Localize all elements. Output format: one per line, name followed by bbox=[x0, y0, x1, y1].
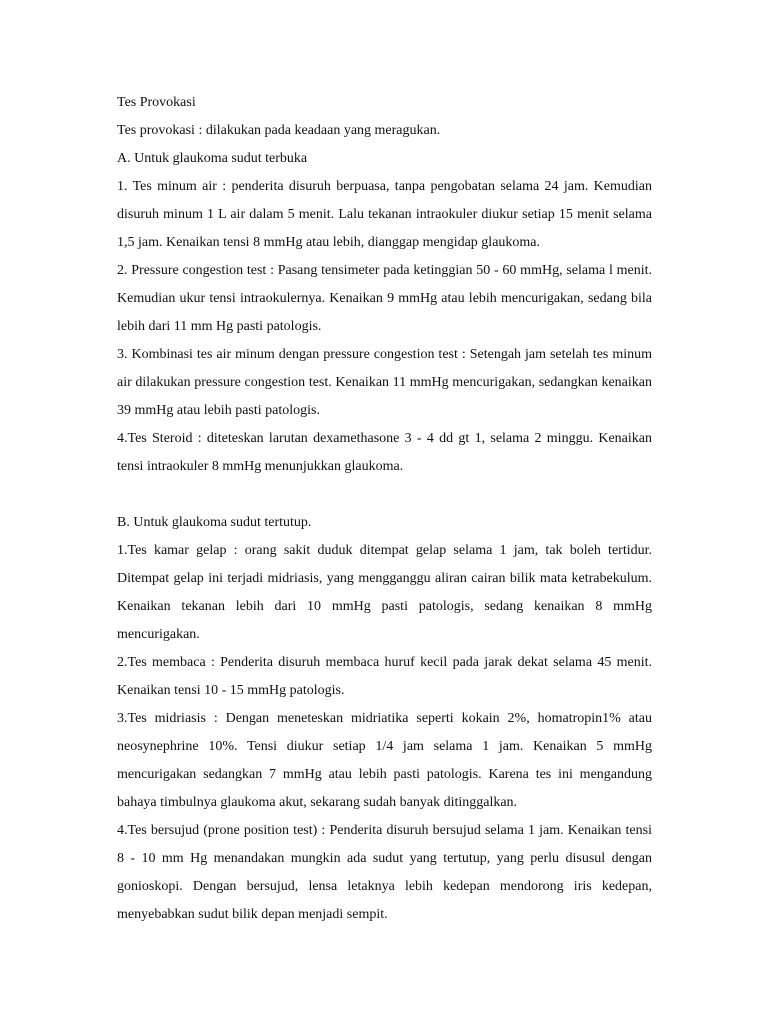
section-b-heading: B. Untuk glaukoma sudut tertutup. bbox=[117, 515, 312, 530]
document-page bbox=[117, 89, 652, 929]
section-b-item-2: 2.Tes membaca : Penderita disuruh membaca huruf kecil pada jarak dekat selama 45 menit. Kenaikan tensi 10 - 15 mmHg patologis. bbox=[117, 655, 652, 698]
section-spacer bbox=[117, 481, 652, 509]
section-a-item-4: 4.Tes Steroid : diteteskan larutan dexamethasone 3 - 4 dd gt 1, selama 2 minggu. Kenaikan tensi intraokuler 8 mmHg menunjukkan glaukoma. bbox=[117, 431, 652, 474]
section-a-item-1: 1. Tes minum air : penderita disuruh berpuasa, tanpa pengobatan selama 24 jam. Kemudian disuruh minum 1 L air dalam 5 menit. Lalu tekanan intraokuler diukur setiap 15 menit selama 1,5 jam. Kenaikan tensi 8 mmHg atau lebih, dianggap mengidap glaukoma. bbox=[117, 179, 652, 250]
document-title: Tes Provokasi bbox=[117, 95, 196, 110]
section-a-item-2: 2. Pressure congestion test : Pasang tensimeter pada ketinggian 50 - 60 mmHg, selama l menit. Kemudian ukur tensi intraokulernya. Kenaikan 9 mmHg atau lebih mencurigakan, sedang bila lebih dari 11 mm Hg pasti patologis. bbox=[117, 263, 652, 334]
section-a-heading: A. Untuk glaukoma sudut terbuka bbox=[117, 151, 308, 166]
intro-paragraph: Tes provokasi : dilakukan pada keadaan yang meragukan. bbox=[117, 123, 441, 138]
section-b-item-4: 4.Tes bersujud (prone position test) : Penderita disuruh bersujud selama 1 jam. Kenaikan tensi 8 - 10 mm Hg menandakan mungkin ada sudut yang tertutup, yang perlu disusul dengan gonioskopi. Dengan bersujud, lensa letaknya lebih kedepan mendorong iris kedepan, menyebabkan sudut bilik depan menjadi sempit. bbox=[117, 823, 652, 922]
section-a-item-3: 3. Kombinasi tes air minum dengan pressure congestion test : Setengah jam setelah tes minum air dilakukan pressure congestion test. Kenaikan 11 mmHg mencurigakan, sedangkan kenaikan 39 mmHg atau lebih pasti patologis. bbox=[117, 347, 652, 418]
section-b-item-3: 3.Tes midriasis : Dengan meneteskan midriatika seperti kokain 2%, homatropin1% atau neosynephrine 10%. Tensi diukur setiap 1/4 jam selama 1 jam. Kenaikan 5 mmHg mencurigakan sedangkan 7 mmHg atau lebih pasti patologis. Karena tes ini mengandung bahaya timbulnya glaukoma akut, sekarang sudah banyak ditinggalkan. bbox=[117, 711, 652, 810]
section-b-item-1: 1.Tes kamar gelap : orang sakit duduk ditempat gelap selama 1 jam, tak boleh tertidur. Ditempat gelap ini terjadi midriasis, yang mengganggu aliran cairan bilik mata ketrabekulum. Kenaikan tekanan lebih dari 10 mmHg pasti patologis, sedang kenaikan 8 mmHg mencurigakan. bbox=[117, 543, 652, 642]
